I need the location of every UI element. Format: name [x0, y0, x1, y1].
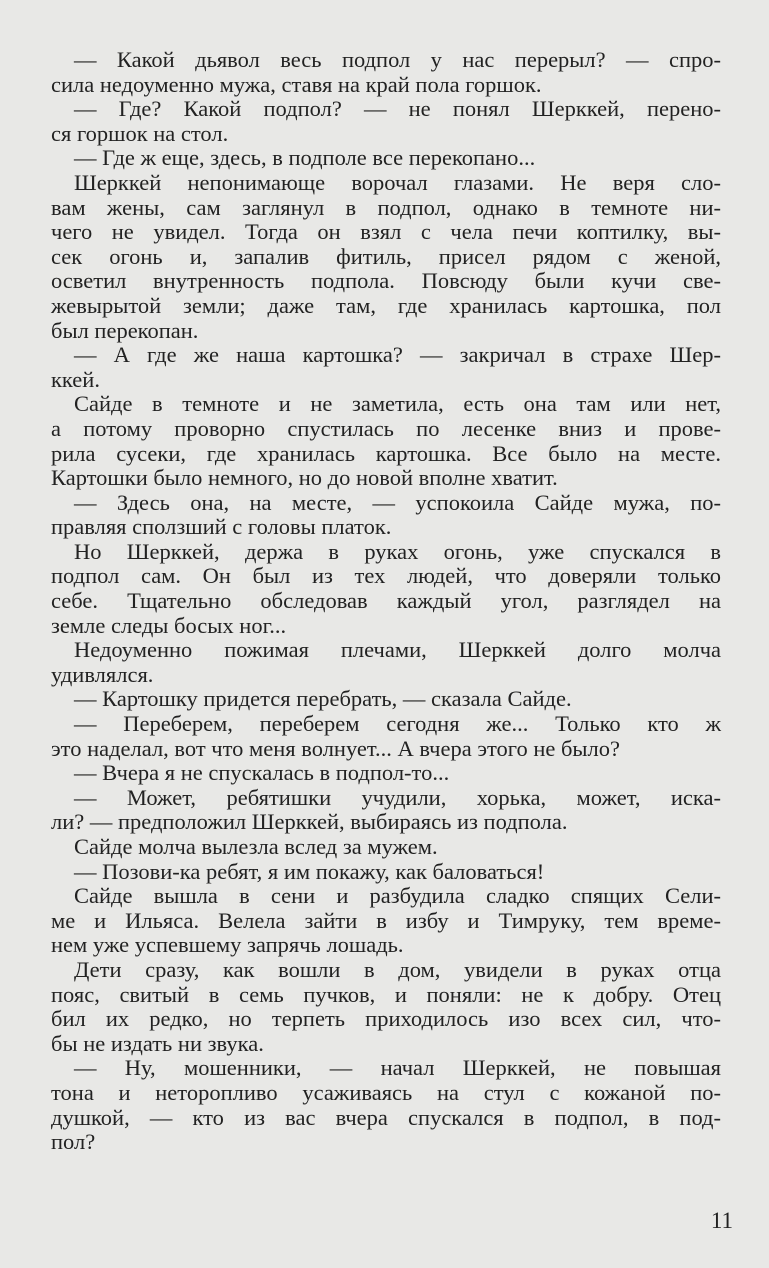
paragraph [51, 48, 721, 97]
paragraph [51, 540, 721, 638]
paragraph [51, 712, 721, 761]
text-line: бил их редко, но терпеть приходилось изо всех сил, что- [51, 1006, 721, 1032]
text-line: сек огонь и, запалив фитиль, присел рядом с женой, [51, 243, 721, 269]
text-line: Сайде в темноте и не заметила, есть она там или нет, [74, 391, 721, 417]
text-line: жевырытой земли; даже там, где хранилась картошка, пол [51, 292, 721, 318]
book-page-text [51, 48, 721, 1155]
text-line: подпол сам. Он был из тех людей, что доверяли только [51, 563, 721, 589]
paragraph [51, 343, 721, 392]
paragraph [51, 860, 721, 885]
text-line: Шерккей непонимающе ворочал глазами. Не веря сло- [74, 169, 721, 195]
text-line: Сайде молча вылезла вслед за мужем. [74, 834, 438, 859]
text-line: — А где же наша картошка? — закричал в страхе Шер- [74, 342, 721, 368]
text-line: Но Шерккей, держа в руках огонь, уже спускался в [74, 538, 721, 564]
paragraph [51, 171, 721, 343]
text-line: пол? [51, 1129, 96, 1155]
text-line: ли? — предположил Шерккей, выбираясь из подпола. [51, 809, 568, 835]
text-line: это наделал, вот что меня волнует... А вчера этого не было? [51, 735, 621, 761]
text-line: вам жены, сам заглянул в подпол, однако в темноте ни- [51, 194, 721, 220]
text-line: — Ну, мошенники, — начал Шерккей, не повышая [74, 1055, 721, 1081]
text-line: ккей. [51, 366, 100, 392]
text-line: сила недоуменно мужа, ставя на край пола горшок. [51, 71, 542, 97]
text-line: душкой, — кто из вас вчера спускался в подпол, в под- [51, 1104, 721, 1130]
text-line: ме и Ильяса. Велела зайти в избу и Тимруку, тем време- [51, 907, 721, 933]
text-line: — Картошку придется перебрать, — сказала Сайде. [74, 686, 572, 712]
text-line: чего не увидел. Тогда он взял с чела печи коптилку, вы- [51, 219, 721, 245]
paragraph [51, 491, 721, 540]
text-line: — Переберем, переберем сегодня же... Только кто ж [74, 711, 721, 737]
paragraph [51, 1056, 721, 1154]
text-line: Дети сразу, как вошли в дом, увидели в руках отца [74, 956, 721, 982]
text-line: был перекопан. [51, 317, 199, 343]
text-line: — Вчера я не спускалась в подпол-то... [74, 760, 450, 786]
paragraph [51, 884, 721, 958]
text-line: Недоуменно пожимая плечами, Шерккей долго молча [74, 637, 721, 663]
text-line: удивлялся. [51, 661, 154, 687]
text-line: бы не издать ни звука. [51, 1030, 264, 1056]
paragraph [51, 687, 721, 712]
text-line: нем уже успевшему запрячь лошадь. [51, 932, 404, 958]
text-line: Сайде вышла в сени и разбудила сладко спящих Сели- [74, 883, 721, 909]
text-line: — Где ж еще, здесь, в подполе все перекопано... [74, 145, 536, 171]
text-line: — Где? Какой подпол? — не понял Шерккей, перено- [74, 96, 721, 122]
text-line: а потому проворно спустилась по лесенке вниз и прове- [51, 415, 721, 441]
paragraph [51, 761, 721, 786]
text-line: пояс, свитый в семь пучков, и поняли: не к добру. Отец [51, 981, 721, 1007]
paragraph [51, 958, 721, 1056]
text-line: — Позови-ка ребят, я им покажу, как баловаться! [74, 858, 545, 884]
text-line: земле следы босых ног... [51, 612, 287, 638]
paragraph [51, 835, 721, 860]
text-line: правляя сползший с головы платок. [51, 514, 392, 540]
text-line: ся горшок на стол. [51, 120, 229, 146]
paragraph [51, 97, 721, 146]
text-line: рила сусеки, где хранилась картошка. Все было на месте. [51, 440, 721, 466]
paragraph [51, 392, 721, 490]
text-line: тона и неторопливо усаживаясь на стул с кожаной по- [51, 1079, 721, 1105]
paragraph [51, 146, 721, 171]
paragraph [51, 638, 721, 687]
paragraph [51, 786, 721, 835]
page-number: 11 [710, 1208, 733, 1233]
text-line: — Может, ребятишки учудили, хорька, может, иска- [74, 784, 721, 810]
text-line: — Здесь она, на месте, — успокоила Сайде мужа, по- [74, 489, 721, 515]
text-line: осветил внутренность подпола. Повсюду были кучи све- [51, 268, 721, 294]
text-line: — Какой дьявол весь подпол у нас перерыл? — спро- [74, 47, 721, 72]
text-line: себе. Тщательно обследовав каждый угол, разглядел на [51, 588, 721, 614]
text-line: Картошки было немного, но до новой вполне хватит. [51, 465, 558, 491]
